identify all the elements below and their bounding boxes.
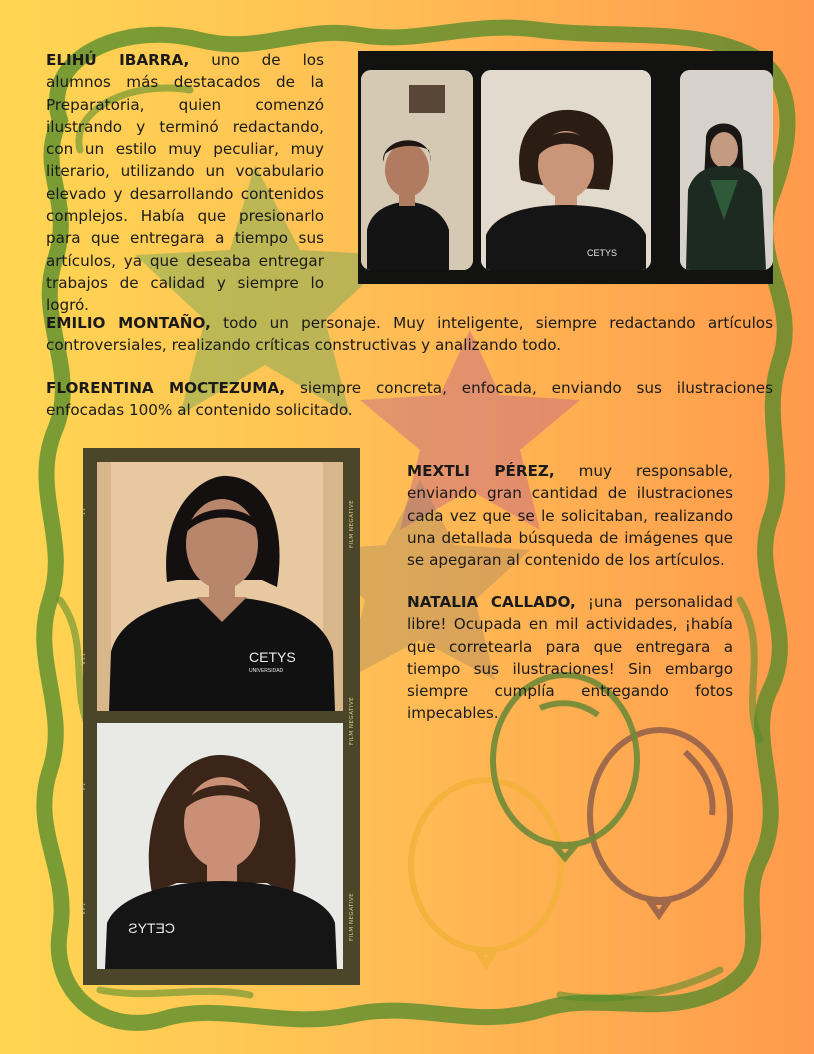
- film-label-negative-3: FILM NEGATIVE: [349, 892, 355, 941]
- name-florentina: FLORENTINA MOCTEZUMA,: [46, 379, 286, 397]
- film-label-negative-2: FILM NEGATIVE: [349, 696, 355, 745]
- text-natalia: ¡una personalidad libre! Ocupada en mil actividades, ¡había que corretearla para que entregara a tiempo sus ilustraciones! Sin embargo siempre cumplía entregando fotos impecables.: [407, 593, 733, 723]
- name-elihu: ELIHÚ IBARRA,: [46, 51, 190, 69]
- film-label-11a: 11A: [79, 653, 85, 666]
- photo-florentina: [680, 70, 773, 270]
- text-mextli: muy responsable, enviando gran cantidad de ilustraciones cada vez que se le solicitaban, realizando una detallada búsqueda de imágenes que se apegaran al contenido de los artículos.: [407, 462, 733, 570]
- paragraph-mextli: [407, 460, 733, 571]
- name-emilio: EMILIO MONTAÑO,: [46, 314, 211, 332]
- photo-mextli: [97, 462, 343, 711]
- cetys-logo-mextli: CETYS: [249, 649, 296, 665]
- paragraph-florentina: [46, 377, 773, 422]
- svg-text:UNIVERSIDAD: UNIVERSIDAD: [249, 668, 284, 674]
- film-label-14a: 14A: [79, 903, 85, 916]
- text-elihu: uno de los alumnos más destacados de la Preparatoria, quien comenzó ilustrando y terminó redactando, con un estilo muy peculiar, muy literario, utilizando un vocabulario elevado y desarrollando contenidos complejos. Había que presionarlo para que entregara a tiempo sus artículos, ya que deseaba entregar trabajos de calidad y siempre lo logró.: [46, 51, 324, 315]
- balloon-brown: [590, 730, 730, 915]
- balloon-yellow: [411, 780, 561, 965]
- film-label-negative-1: FILM NEGATIVE: [349, 499, 355, 548]
- film-label-11: 11: [79, 508, 85, 516]
- photo-natalia: [97, 723, 343, 969]
- text-emilio: todo un personaje. Muy inteligente, siempre redactando artículos controversiales, realizando críticas constructivas y analizando todo.: [46, 314, 773, 355]
- cetys-logo-natalia: CETYS: [128, 920, 175, 936]
- paragraph-natalia: [407, 591, 733, 725]
- name-mextli: MEXTLI PÉREZ,: [407, 462, 555, 480]
- film-strip-top: [358, 51, 773, 284]
- text-florentina: siempre concreta, enfocada, enviando sus ilustraciones enfocadas 100% al contenido solicitado.: [46, 379, 773, 420]
- photo-emilio: [481, 70, 651, 270]
- svg-text:CETYS: CETYS: [587, 248, 618, 258]
- paragraph-emilio: [46, 312, 773, 357]
- photo-elihu: [361, 70, 473, 270]
- paragraph-elihu: [46, 49, 324, 317]
- film-strip-vertical: [79, 448, 360, 985]
- name-natalia: NATALIA CALLADO,: [407, 593, 576, 611]
- film-label-14: 14: [79, 783, 85, 791]
